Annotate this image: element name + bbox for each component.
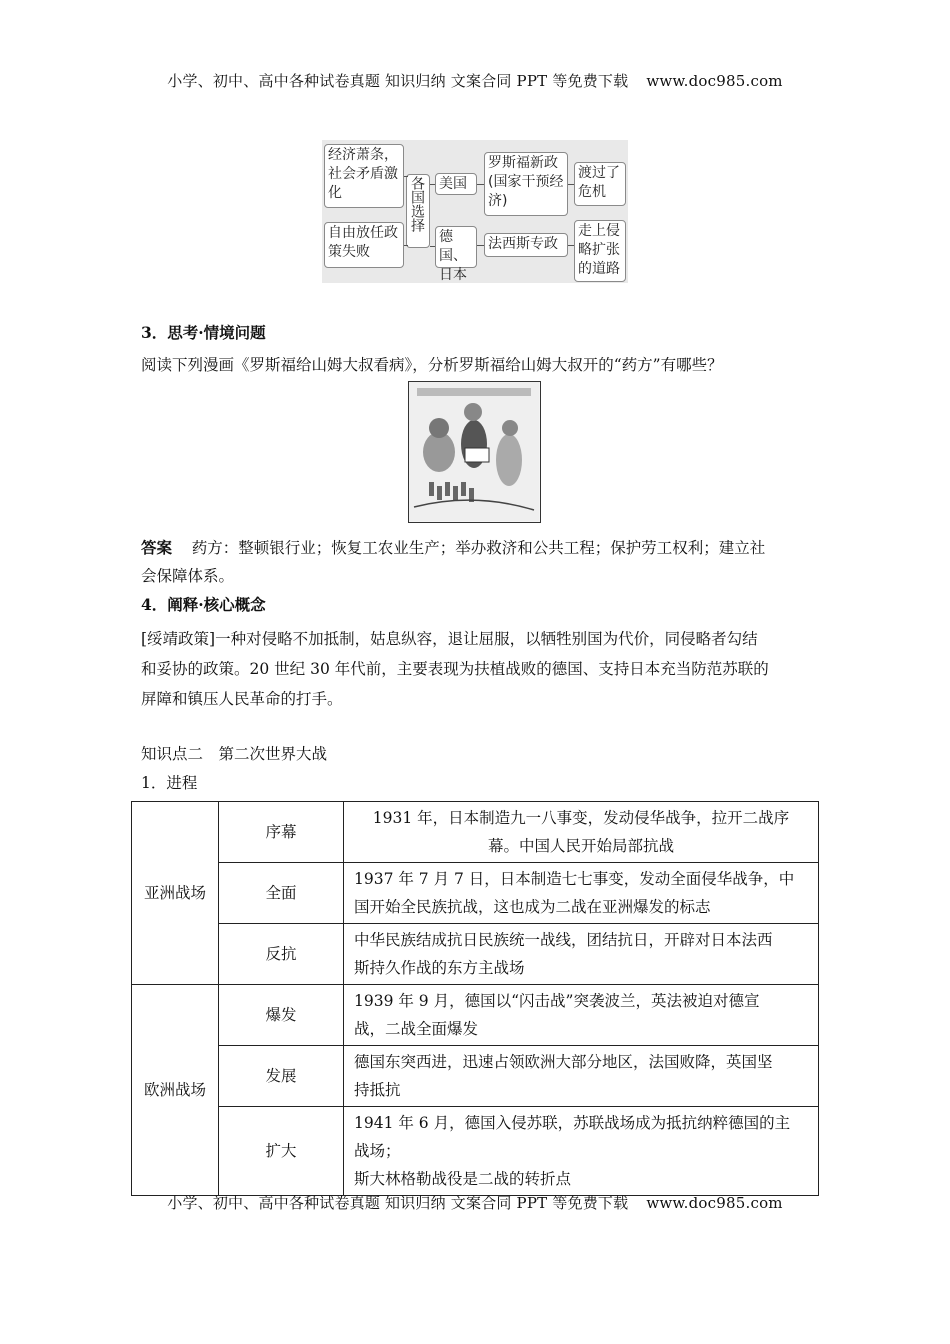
- answer-text-1: 药方：整顿银行业；恢复工农业生产；举办救济和公共工程；保护劳工权利；建立社: [191, 539, 766, 557]
- diagram-germany-japan: 德国、日本: [435, 226, 477, 268]
- event-line: 战，二战全面爆发: [354, 1020, 479, 1038]
- event-line: 1941 年 6 月，德国入侵苏联，苏联战场成为抵抗纳粹德国的主: [354, 1114, 791, 1132]
- answer-label: 答案: [141, 538, 173, 557]
- event-cell: [344, 1107, 819, 1196]
- table-row: [132, 1107, 819, 1196]
- answer-line-2: 会保障体系。: [141, 567, 235, 585]
- diagram-usa: 美国: [435, 173, 477, 195]
- footer-url[interactable]: www.doc985.com: [646, 1194, 783, 1212]
- concept-line-3: 屏障和镇压人民革命的打手。: [141, 690, 343, 708]
- event-line: 幕。中国人民开始局部抗战: [487, 837, 674, 855]
- event-cell: [344, 802, 819, 863]
- section-3-title: 3．思考·情境问题: [141, 323, 266, 342]
- diagram-de-result: 走上侵略扩张的道路: [574, 220, 626, 282]
- diagram-cause-policy: 自由放任政策失败: [324, 222, 404, 268]
- page-footer: [0, 1192, 950, 1213]
- event-line: 1939 年 9 月，德国以“闪击战”突袭波兰，英法被迫对德宣: [354, 992, 760, 1010]
- event-line: 战场；: [354, 1142, 401, 1160]
- stage-cell: 序幕: [219, 802, 344, 863]
- header-url[interactable]: www.doc985.com: [646, 72, 783, 90]
- progress-subtitle: 1．进程: [141, 774, 198, 792]
- diagram-cause-economic: 经济萧条，社会矛盾激化: [324, 144, 404, 208]
- diagram-fascism: 法西斯专政: [484, 233, 568, 257]
- table-row: [132, 924, 819, 985]
- section-4-title: 4．阐释·核心概念: [141, 595, 266, 614]
- event-line: 1931 年，日本制造九一八事变，发动侵华战争，拉开二战序: [372, 809, 790, 827]
- event-line: 国开始全民族抗战，这也成为二战在亚洲爆发的标志: [354, 898, 711, 916]
- stage-cell: 扩大: [219, 1107, 344, 1196]
- event-cell: [344, 1046, 819, 1107]
- connector: [404, 176, 408, 177]
- event-cell: [344, 985, 819, 1046]
- footer-text: 小学、初中、高中各种试卷真题 知识归纳 文案合同 PPT 等免费下载: [167, 1194, 629, 1212]
- asia-theater-cell: 亚洲战场: [132, 802, 219, 985]
- cause-effect-diagram: [322, 140, 628, 283]
- stage-cell: 全面: [219, 863, 344, 924]
- event-line: 斯持久作战的东方主战场: [354, 959, 525, 977]
- page-header: [0, 70, 950, 91]
- stage-cell: 反抗: [219, 924, 344, 985]
- ww2-progress-table: [131, 801, 819, 1196]
- concept-line-1: [绥靖政策]一种对侵略不加抵制，姑息纵容，退让屈服，以牺牲别国为代价，同侵略者勾结: [141, 630, 758, 648]
- concept-line-2: 和妥协的政策。20 世纪 30 年代前，主要表现为扶植战败的德国、支持日本充当防范苏联的: [141, 660, 769, 678]
- diagram-new-deal: 罗斯福新政(国家干预经济): [484, 152, 568, 216]
- connector: [568, 245, 574, 246]
- knowledge-point-2-title: 知识点二 第二次世界大战: [141, 745, 328, 763]
- header-text: 小学、初中、高中各种试卷真题 知识归纳 文案合同 PPT 等免费下载: [167, 72, 629, 90]
- diagram-center-choice: 各国选择: [406, 174, 430, 248]
- section-3-question: 阅读下列漫画《罗斯福给山姆大叔看病》，分析罗斯福给山姆大叔开的“药方”有哪些？: [141, 356, 723, 374]
- connector: [568, 184, 574, 185]
- table-row: [132, 1046, 819, 1107]
- answer-line-1: [141, 535, 765, 561]
- table-row: [132, 863, 819, 924]
- connector: [430, 184, 435, 185]
- event-cell: [344, 924, 819, 985]
- event-line: 持抵抗: [354, 1081, 401, 1099]
- connector: [477, 184, 484, 185]
- stage-cell: 发展: [219, 1046, 344, 1107]
- roosevelt-cartoon-image: [408, 381, 541, 523]
- table-row: [132, 985, 819, 1046]
- event-line: 斯大林格勒战役是二战的转折点: [354, 1170, 572, 1188]
- connector: [404, 245, 408, 246]
- connector: [477, 245, 484, 246]
- event-line: 德国东突西进，迅速占领欧洲大部分地区，法国败降，英国坚: [354, 1053, 773, 1071]
- event-line: 1937 年 7 月 7 日，日本制造七七事变，发动全面侵华战争，中: [354, 870, 795, 888]
- connector: [430, 246, 435, 247]
- stage-cell: 爆发: [219, 985, 344, 1046]
- diagram-us-result: 渡过了危机: [574, 162, 626, 206]
- europe-theater-cell: 欧洲战场: [132, 985, 219, 1196]
- table-row: [132, 802, 819, 863]
- event-line: 中华民族结成抗日民族统一战线，团结抗日，开辟对日本法西: [354, 931, 773, 949]
- event-cell: [344, 863, 819, 924]
